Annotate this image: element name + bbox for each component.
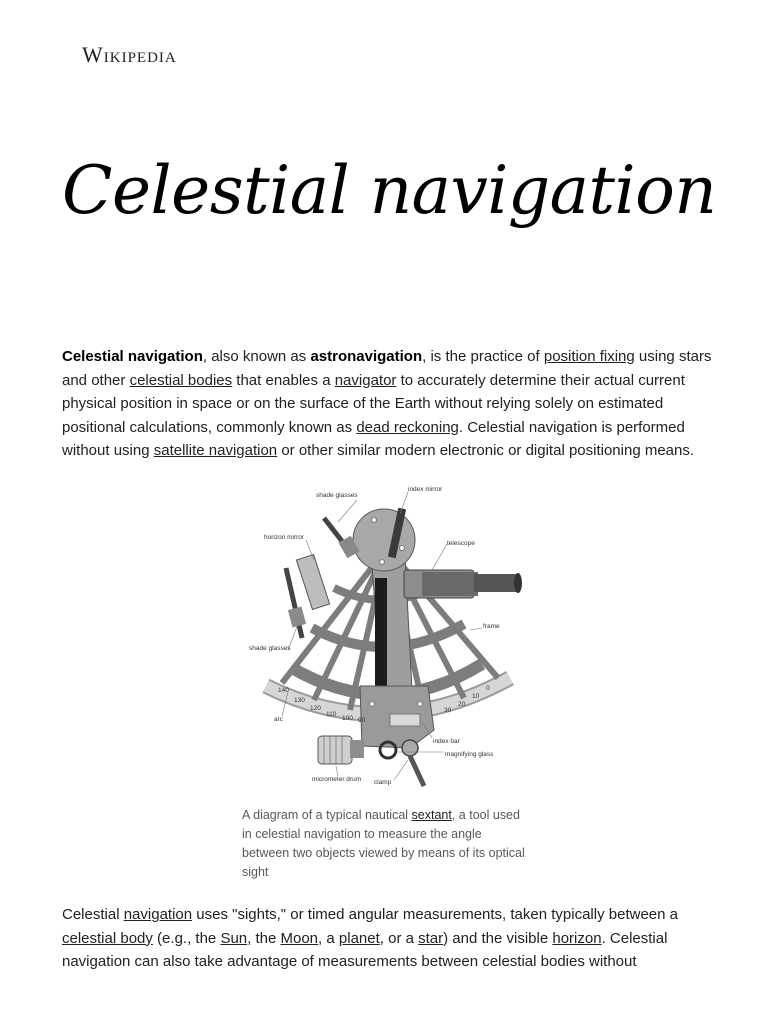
scale-90: 90 [358,717,366,724]
link-star[interactable]: star [418,929,444,947]
page-title: Celestial navigation [62,152,717,229]
label-index-bar: index bar [433,738,460,745]
link-navigation[interactable]: navigation [123,906,193,923]
text: . Celestial navigation is performed without using [62,418,685,459]
text: (e.g., the [152,929,221,947]
text: that enables a [232,371,335,389]
scale-20: 20 [458,701,466,708]
scale-100: 100 [342,715,353,722]
clamp-knob [402,740,418,756]
vernier-scale [390,714,420,726]
drum-axle [350,740,364,758]
label-arc: arc [274,716,284,723]
bold-term: Celestial navigation [62,348,203,365]
text: , is the practice of [422,348,544,365]
shade-glasses-left [286,568,302,638]
intro-paragraph [62,345,722,463]
horizon-mirror [296,554,329,609]
scale-0: 0 [486,685,490,692]
telescope-tube [422,572,478,596]
sextant-figure[interactable] [242,478,532,796]
telescope-eyepiece [474,574,518,592]
link-dead-reckoning[interactable]: dead reckoning [356,418,459,436]
label-index-mirror: index mirror [408,486,443,493]
text: Celestial [62,906,124,923]
scale-10: 10 [472,693,480,700]
link-celestial-body[interactable]: celestial body [62,929,153,947]
label-magnifying-glass: magnifying glass [445,751,494,758]
telescope-lens [514,573,522,593]
label-micrometer-drum: micrometer drum [312,776,362,783]
link-position-fixing[interactable]: position fixing [543,348,635,365]
bold-term: astronavigation [310,348,423,365]
text: to accurately determine their actual current physical position in space or on the surface of the Earth without relying solely on estimated positional calculations, commonly known as [62,371,685,436]
clamp [410,756,424,786]
text: ) and the visible [443,929,553,947]
text: using stars and other [62,348,712,389]
text: , also known as [202,348,311,365]
scale-140: 140 [278,687,289,694]
figure-caption [242,806,532,882]
text: uses "sights," or timed angular measurements, taken typically between a [192,906,678,923]
link-navigator[interactable]: navigator [334,371,397,389]
link-horizon[interactable]: horizon [552,929,602,947]
shade-glass-block-left [288,606,306,627]
text: . Celestial navigation can also take advantage of measurements between celestial bodies without [62,929,668,970]
link-sun[interactable]: Sun [220,929,248,947]
label-shade-glasses-left: shade glasses [249,645,291,652]
link-sextant[interactable]: sextant [411,808,452,822]
text: A diagram of a typical nautical [242,808,412,822]
text: or other similar modern electronic or digital positioning means. [277,442,695,459]
scale-120: 120 [310,705,321,712]
text: , a [318,929,339,947]
wikipedia-logo[interactable]: Wikipedia [82,42,177,67]
label-frame: frame [483,623,500,630]
label-clamp: clamp [374,779,392,786]
label-horizon-mirror: horizon mirror [264,534,305,541]
link-planet[interactable]: planet [338,929,380,947]
scale-110: 110 [326,711,337,718]
body-paragraph [62,903,722,974]
label-shade-glasses-top: shade glasses [316,492,358,499]
text: , the [247,929,281,947]
text: , a tool used in celestial navigation to measure the angle between two objects viewed by means of its optical sight [242,808,525,879]
scale-30: 30 [444,707,452,714]
micrometer-drum [318,736,352,764]
text: , or a [379,929,419,947]
sextant-diagram [242,478,532,796]
link-satellite-navigation[interactable]: satellite navigation [153,442,278,459]
link-celestial-bodies[interactable]: celestial bodies [129,371,233,389]
link-moon[interactable]: Moon [280,929,319,947]
label-telescope: telescope [447,540,475,547]
scale-130: 130 [294,697,305,704]
